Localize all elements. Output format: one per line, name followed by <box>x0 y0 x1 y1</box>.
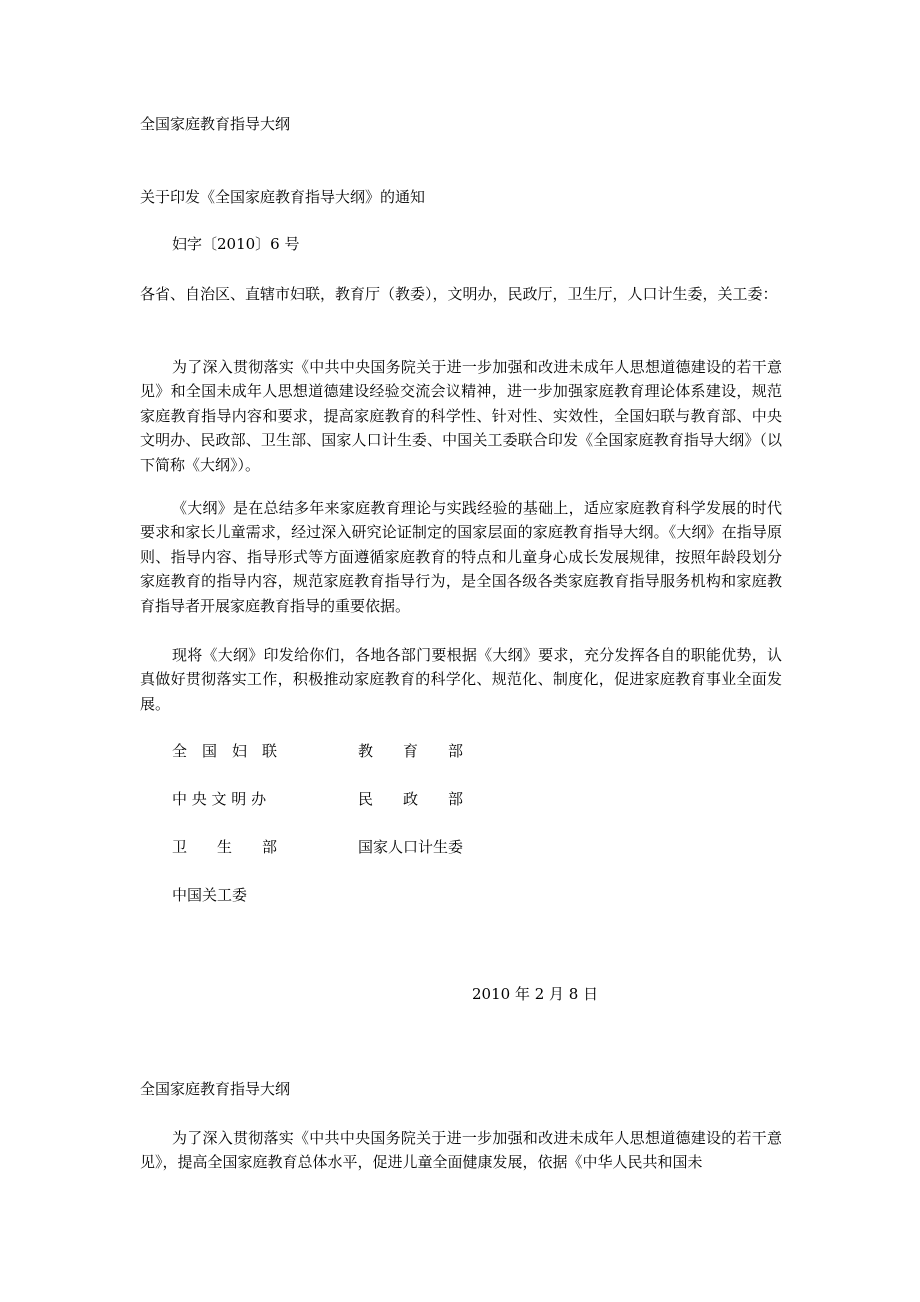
signatory-civilization-office: 中 央 文 明 办 <box>172 790 267 808</box>
signatory-women-federation: 全 国 妇 联 <box>172 742 278 760</box>
notice-title: 关于印发《全国家庭教育指导大纲》的通知 <box>140 188 426 206</box>
document-title: 全国家庭教育指导大纲 <box>140 115 291 133</box>
body-paragraph-1: 为了深入贯彻落实《中共中央国务院关于进一步加强和改进未成年人思想道德建设的若干意见》和全国未成年人思想道德建设经验交流会议精神，进一步加强家庭教育理论体系建设，规范家庭教育指导内容和要求，提高家庭教育的科学性、针对性、实效性，全国妇联与教育部、中央文明办、民政部、卫生部、国家人口计生委、中国关工委联合印发《全国家庭教育指导大纲》（以下简称《大纲》）。 <box>140 358 782 474</box>
addressees: 各省、自治区、直辖市妇联，教育厅（教委），文明办，民政厅，卫生厅，人口计生委，关工委： <box>140 285 778 303</box>
second-section-paragraph: 为了深入贯彻落实《中共中央国务院关于进一步加强和改进未成年人思想道德建设的若干意见》，提高全国家庭教育总体水平，促进儿童全面健康发展，依据《中华人民共和国未 <box>140 1129 782 1172</box>
body-paragraph-3: 现将《大纲》印发给你们，各地各部门要根据《大纲》要求，充分发挥各自的职能优势，认真做好贯彻落实工作，积极推动家庭教育的科学化、规范化、制度化，促进家庭教育事业全面发展。 <box>140 646 782 713</box>
signatory-care-committee: 中国关工委 <box>172 886 248 904</box>
signatory-population-commission: 国家人口计生委 <box>358 838 464 856</box>
signatory-ministry-health: 卫 生 部 <box>172 838 278 856</box>
signatory-ministry-civil-affairs: 民 政 部 <box>358 790 464 808</box>
body-paragraph-2: 《大纲》是在总结多年来家庭教育理论与实践经验的基础上，适应家庭教育科学发展的时代要求和家长儿童需求，经过深入研究论证制定的国家层面的家庭教育指导大纲。《大纲》在指导原则、指导内容、指导形式等方面遵循家庭教育的特点和儿童身心成长发展规律，按照年龄段划分家庭教育的指导内容，规范家庭教育指导行为，是全国各级各类家庭教育指导服务机构和家庭教育指导者开展家庭教育指导的重要依据。 <box>140 499 782 615</box>
document-number: 妇字〔2010〕6 号 <box>172 235 300 253</box>
signatory-ministry-education: 教 育 部 <box>358 742 464 760</box>
second-section-title: 全国家庭教育指导大纲 <box>140 1080 291 1098</box>
document-date: 2010 年 2 月 8 日 <box>472 985 599 1003</box>
